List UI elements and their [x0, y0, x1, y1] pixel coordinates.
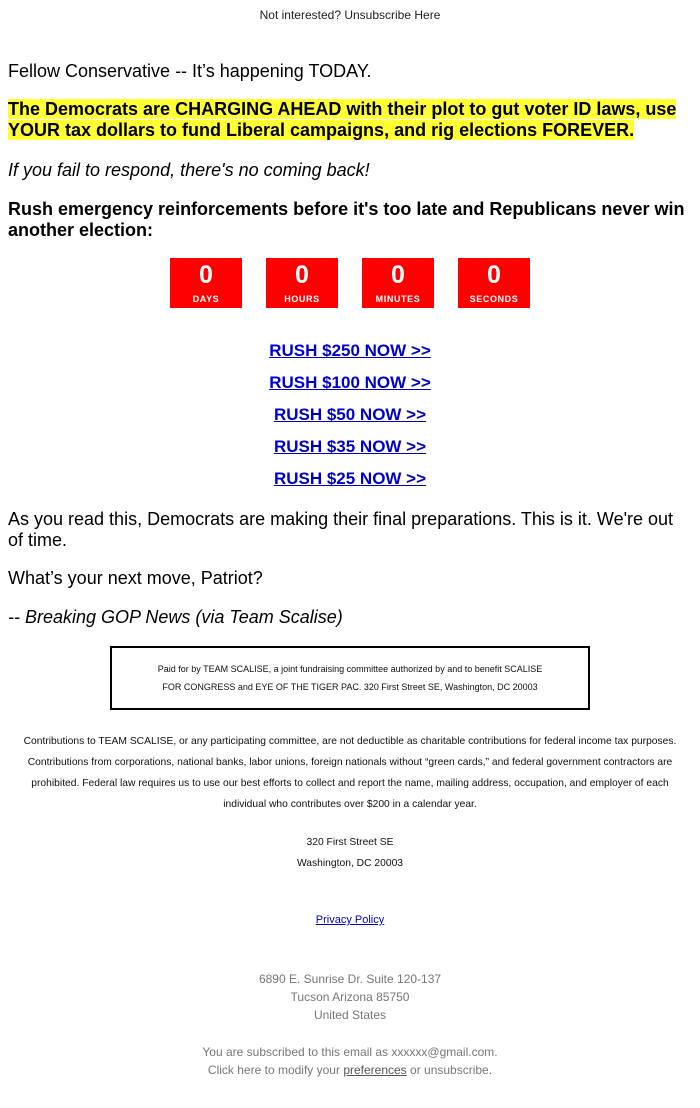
unsubscribe-link[interactable]: Not interested? Unsubscribe Here [259, 8, 441, 22]
countdown-days [170, 258, 242, 308]
countdown-days-value: 0 [199, 261, 213, 289]
committee-address [0, 832, 700, 874]
countdown-seconds-label: SECONDS [469, 294, 519, 304]
countdown-hours-value: 0 [295, 261, 309, 289]
countdown-hours-label: HOURS [284, 294, 320, 304]
donate-35-link[interactable]: RUSH $35 NOW >> [273, 437, 427, 456]
countdown-timer [170, 258, 530, 308]
subscription-info [0, 1043, 700, 1079]
mailing-address-line-2: Tucson Arizona 85750 [290, 990, 410, 1004]
warning-text: If you fail to respond, there's no coming back! [8, 160, 370, 180]
committee-address-line-2: Washington, DC 20003 [296, 858, 404, 869]
donate-100-link[interactable]: RUSH $100 NOW >> [269, 373, 431, 392]
privacy-policy-row [0, 914, 700, 926]
paid-for-box [110, 646, 590, 710]
countdown-seconds [458, 258, 530, 308]
countdown-hours [266, 258, 338, 308]
subscribed-text: You are subscribed to this email as xxxxxx@gmail.com. [202, 1045, 498, 1059]
modify-prefix: Click here to modify your [207, 1063, 344, 1077]
contribution-disclaimer: Contributions to TEAM SCALISE, or any participating committee, are not deductible as charitable contributions for federal income tax purposes. Contributions from corporations, national banks, labor unions, foreign nationals without “green cards,” and federal government contractors are prohibited. Federal law requires us to use our best efforts to collect and report the name, mailing address, occupation, and employer of each individual who contributes over $200 in a calendar year. [23, 736, 677, 810]
donate-25-link[interactable]: RUSH $25 NOW >> [273, 469, 427, 488]
donate-250-link[interactable]: RUSH $250 NOW >> [269, 341, 431, 360]
rush-intro-text: Rush emergency reinforcements before it's too late and Republicans never win another election: [8, 199, 685, 240]
countdown-seconds-value: 0 [487, 261, 501, 289]
paid-for-line-2: FOR CONGRESS and EYE OF THE TIGER PAC. 320 First Street SE, Washington, DC 20003 [162, 682, 538, 692]
mailing-address-line-3: United States [313, 1008, 387, 1022]
committee-address-line-1: 320 First Street SE [306, 837, 394, 848]
next-move-text: What’s your next move, Patriot? [8, 568, 263, 588]
privacy-policy-link[interactable]: Privacy Policy [315, 914, 385, 926]
countdown-minutes-value: 0 [391, 261, 405, 289]
modify-suffix: or unsubscribe. [406, 1063, 493, 1077]
read-this-text: As you read this, Democrats are making their final preparations. This is it. We're out of time. [8, 509, 674, 550]
greeting-text: Fellow Conservative -- It’s happening TODAY. [8, 61, 372, 81]
donate-links [0, 335, 700, 495]
signature-text: -- Breaking GOP News (via Team Scalise) [8, 607, 343, 627]
modify-preferences-line [0, 1061, 700, 1079]
mailing-address-line-1: 6890 E. Sunrise Dr. Suite 120-137 [258, 972, 442, 986]
mailing-address [0, 970, 700, 1024]
donate-50-link[interactable]: RUSH $50 NOW >> [273, 405, 427, 424]
highlight-text: The Democrats are CHARGING AHEAD with their plot to gut voter ID laws, use YOUR tax dollars to fund Liberal campaigns, and rig elections FOREVER. [8, 99, 677, 140]
paid-for-line-1: Paid for by TEAM SCALISE, a joint fundraising committee authorized by and to benefit SCALISE [157, 664, 543, 674]
preferences-link[interactable]: preferences [343, 1063, 407, 1077]
highlight-paragraph [8, 99, 692, 141]
countdown-minutes [362, 258, 434, 308]
countdown-days-label: DAYS [192, 294, 220, 304]
countdown-minutes-label: MINUTES [375, 294, 421, 304]
